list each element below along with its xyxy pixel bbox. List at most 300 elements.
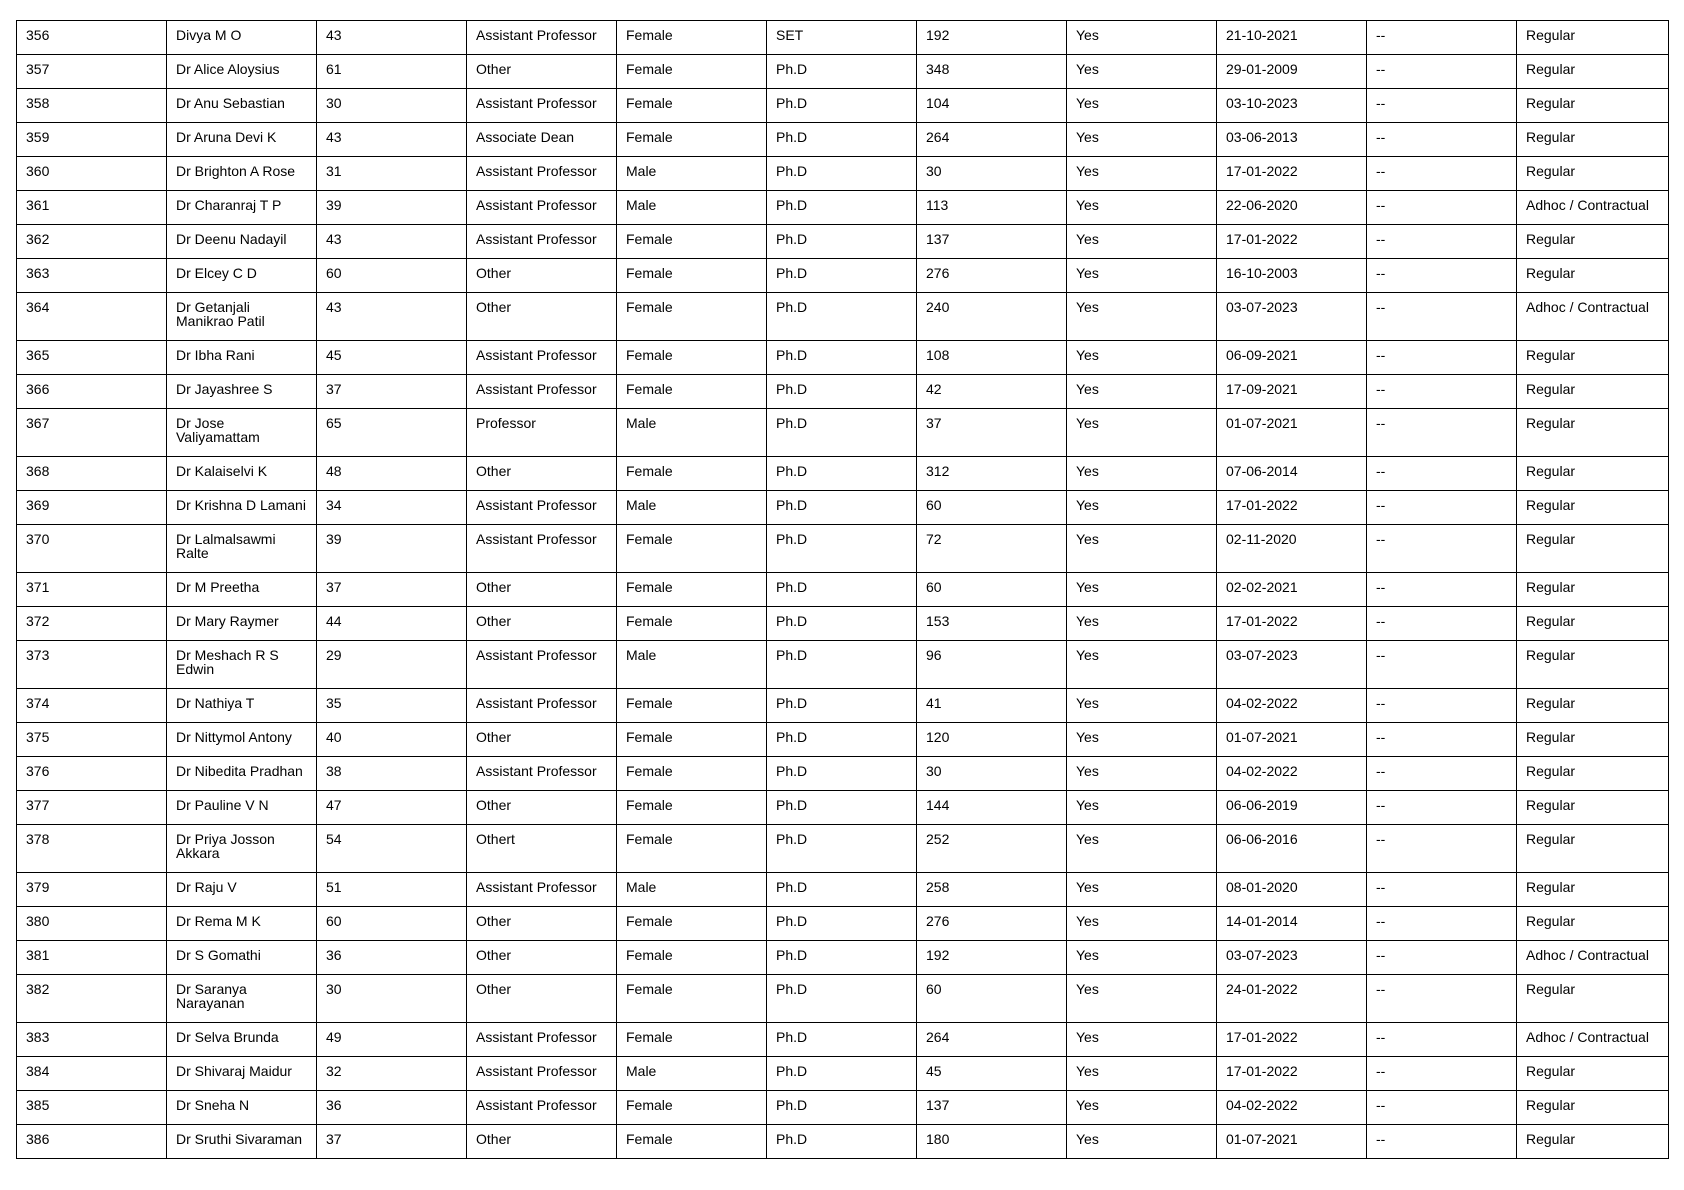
name-cell: Dr Sruthi Sivaraman — [167, 1125, 317, 1159]
name-cell: Dr Elcey C D — [167, 259, 317, 293]
designation-cell: Assistant Professor — [467, 157, 617, 191]
nature-of-appointment-cell: Regular — [1517, 757, 1669, 791]
table-row — [17, 1125, 1669, 1159]
qualification-cell: Ph.D — [767, 491, 917, 525]
sanctioned-post-cell: Yes — [1067, 55, 1217, 89]
leaving-date-cell: -- — [1367, 409, 1517, 457]
designation-cell: Assistant Professor — [467, 525, 617, 573]
designation-cell: Assistant Professor — [467, 491, 617, 525]
table-row — [17, 55, 1669, 89]
appointment-date-cell: 03-06-2013 — [1217, 123, 1367, 157]
leaving-date-cell: -- — [1367, 191, 1517, 225]
gender-cell: Female — [617, 375, 767, 409]
serial-number-cell: 384 — [17, 1057, 167, 1091]
appointment-date-cell: 07-06-2014 — [1217, 457, 1367, 491]
age-cell: 43 — [317, 123, 467, 157]
faculty-table — [16, 20, 1669, 1159]
age-cell: 44 — [317, 607, 467, 641]
table-row — [17, 689, 1669, 723]
designation-cell: Assistant Professor — [467, 1091, 617, 1125]
gender-cell: Female — [617, 1125, 767, 1159]
appointment-date-cell: 01-07-2021 — [1217, 409, 1367, 457]
table-row — [17, 225, 1669, 259]
serial-number-cell: 382 — [17, 975, 167, 1023]
table-row — [17, 573, 1669, 607]
sanctioned-post-cell: Yes — [1067, 293, 1217, 341]
name-cell: Dr Raju V — [167, 873, 317, 907]
serial-number-cell: 368 — [17, 457, 167, 491]
nature-of-appointment-cell: Regular — [1517, 123, 1669, 157]
designation-cell: Other — [467, 907, 617, 941]
table-row — [17, 457, 1669, 491]
table-row — [17, 607, 1669, 641]
gender-cell: Male — [617, 1057, 767, 1091]
leaving-date-cell: -- — [1367, 641, 1517, 689]
experience-cell: 96 — [917, 641, 1067, 689]
qualification-cell: Ph.D — [767, 157, 917, 191]
appointment-date-cell: 01-07-2021 — [1217, 1125, 1367, 1159]
nature-of-appointment-cell: Regular — [1517, 1091, 1669, 1125]
table-row — [17, 907, 1669, 941]
nature-of-appointment-cell: Regular — [1517, 157, 1669, 191]
experience-cell: 276 — [917, 907, 1067, 941]
appointment-date-cell: 17-01-2022 — [1217, 491, 1367, 525]
name-cell: Dr Nittymol Antony — [167, 723, 317, 757]
gender-cell: Female — [617, 293, 767, 341]
gender-cell: Male — [617, 191, 767, 225]
qualification-cell: Ph.D — [767, 689, 917, 723]
gender-cell: Female — [617, 757, 767, 791]
designation-cell: Othert — [467, 825, 617, 873]
sanctioned-post-cell: Yes — [1067, 975, 1217, 1023]
age-cell: 60 — [317, 907, 467, 941]
designation-cell: Assistant Professor — [467, 21, 617, 55]
serial-number-cell: 361 — [17, 191, 167, 225]
serial-number-cell: 381 — [17, 941, 167, 975]
gender-cell: Female — [617, 225, 767, 259]
appointment-date-cell: 04-02-2022 — [1217, 757, 1367, 791]
nature-of-appointment-cell: Regular — [1517, 525, 1669, 573]
gender-cell: Female — [617, 525, 767, 573]
experience-cell: 30 — [917, 157, 1067, 191]
table-row — [17, 723, 1669, 757]
age-cell: 35 — [317, 689, 467, 723]
qualification-cell: Ph.D — [767, 55, 917, 89]
leaving-date-cell: -- — [1367, 21, 1517, 55]
serial-number-cell: 375 — [17, 723, 167, 757]
age-cell: 51 — [317, 873, 467, 907]
designation-cell: Professor — [467, 409, 617, 457]
leaving-date-cell: -- — [1367, 791, 1517, 825]
sanctioned-post-cell: Yes — [1067, 1057, 1217, 1091]
qualification-cell: Ph.D — [767, 825, 917, 873]
appointment-date-cell: 29-01-2009 — [1217, 55, 1367, 89]
sanctioned-post-cell: Yes — [1067, 225, 1217, 259]
name-cell: Dr Jayashree S — [167, 375, 317, 409]
table-row — [17, 191, 1669, 225]
qualification-cell: Ph.D — [767, 1125, 917, 1159]
gender-cell: Male — [617, 409, 767, 457]
sanctioned-post-cell: Yes — [1067, 1125, 1217, 1159]
name-cell: Dr Brighton A Rose — [167, 157, 317, 191]
nature-of-appointment-cell: Regular — [1517, 89, 1669, 123]
experience-cell: 104 — [917, 89, 1067, 123]
name-cell: Dr Getanjali Manikrao Patil — [167, 293, 317, 341]
designation-cell: Other — [467, 791, 617, 825]
appointment-date-cell: 04-02-2022 — [1217, 689, 1367, 723]
nature-of-appointment-cell: Adhoc / Contractual — [1517, 1023, 1669, 1057]
nature-of-appointment-cell: Adhoc / Contractual — [1517, 191, 1669, 225]
nature-of-appointment-cell: Regular — [1517, 341, 1669, 375]
qualification-cell: Ph.D — [767, 225, 917, 259]
name-cell: Dr Aruna Devi K — [167, 123, 317, 157]
serial-number-cell: 376 — [17, 757, 167, 791]
designation-cell: Other — [467, 573, 617, 607]
qualification-cell: Ph.D — [767, 941, 917, 975]
gender-cell: Female — [617, 21, 767, 55]
gender-cell: Female — [617, 723, 767, 757]
leaving-date-cell: -- — [1367, 293, 1517, 341]
nature-of-appointment-cell: Regular — [1517, 1057, 1669, 1091]
appointment-date-cell: 17-01-2022 — [1217, 607, 1367, 641]
leaving-date-cell: -- — [1367, 757, 1517, 791]
leaving-date-cell: -- — [1367, 375, 1517, 409]
age-cell: 43 — [317, 225, 467, 259]
nature-of-appointment-cell: Regular — [1517, 975, 1669, 1023]
appointment-date-cell: 06-09-2021 — [1217, 341, 1367, 375]
sanctioned-post-cell: Yes — [1067, 1023, 1217, 1057]
designation-cell: Assistant Professor — [467, 641, 617, 689]
leaving-date-cell: -- — [1367, 1023, 1517, 1057]
name-cell: Dr Deenu Nadayil — [167, 225, 317, 259]
name-cell: Dr Krishna D Lamani — [167, 491, 317, 525]
nature-of-appointment-cell: Regular — [1517, 375, 1669, 409]
table-row — [17, 757, 1669, 791]
age-cell: 54 — [317, 825, 467, 873]
experience-cell: 120 — [917, 723, 1067, 757]
table-row — [17, 259, 1669, 293]
appointment-date-cell: 03-07-2023 — [1217, 941, 1367, 975]
gender-cell: Female — [617, 825, 767, 873]
experience-cell: 192 — [917, 21, 1067, 55]
leaving-date-cell: -- — [1367, 157, 1517, 191]
leaving-date-cell: -- — [1367, 55, 1517, 89]
nature-of-appointment-cell: Adhoc / Contractual — [1517, 941, 1669, 975]
leaving-date-cell: -- — [1367, 723, 1517, 757]
qualification-cell: Ph.D — [767, 873, 917, 907]
gender-cell: Female — [617, 907, 767, 941]
leaving-date-cell: -- — [1367, 689, 1517, 723]
name-cell: Dr Lalmalsawmi Ralte — [167, 525, 317, 573]
nature-of-appointment-cell: Regular — [1517, 225, 1669, 259]
table-row — [17, 341, 1669, 375]
serial-number-cell: 358 — [17, 89, 167, 123]
designation-cell: Other — [467, 259, 617, 293]
experience-cell: 60 — [917, 573, 1067, 607]
leaving-date-cell: -- — [1367, 457, 1517, 491]
table-row — [17, 873, 1669, 907]
table-row — [17, 825, 1669, 873]
serial-number-cell: 369 — [17, 491, 167, 525]
name-cell: Dr Pauline V N — [167, 791, 317, 825]
gender-cell: Male — [617, 157, 767, 191]
qualification-cell: Ph.D — [767, 1023, 917, 1057]
sanctioned-post-cell: Yes — [1067, 825, 1217, 873]
appointment-date-cell: 17-01-2022 — [1217, 1023, 1367, 1057]
nature-of-appointment-cell: Regular — [1517, 55, 1669, 89]
age-cell: 60 — [317, 259, 467, 293]
leaving-date-cell: -- — [1367, 525, 1517, 573]
qualification-cell: Ph.D — [767, 123, 917, 157]
leaving-date-cell: -- — [1367, 1091, 1517, 1125]
age-cell: 29 — [317, 641, 467, 689]
age-cell: 43 — [317, 21, 467, 55]
sanctioned-post-cell: Yes — [1067, 941, 1217, 975]
age-cell: 45 — [317, 341, 467, 375]
gender-cell: Female — [617, 55, 767, 89]
leaving-date-cell: -- — [1367, 1057, 1517, 1091]
age-cell: 36 — [317, 1091, 467, 1125]
nature-of-appointment-cell: Regular — [1517, 723, 1669, 757]
sanctioned-post-cell: Yes — [1067, 1091, 1217, 1125]
sanctioned-post-cell: Yes — [1067, 873, 1217, 907]
serial-number-cell: 378 — [17, 825, 167, 873]
sanctioned-post-cell: Yes — [1067, 259, 1217, 293]
experience-cell: 144 — [917, 791, 1067, 825]
table-row — [17, 293, 1669, 341]
name-cell: Dr Saranya Narayanan — [167, 975, 317, 1023]
appointment-date-cell: 17-01-2022 — [1217, 1057, 1367, 1091]
sanctioned-post-cell: Yes — [1067, 525, 1217, 573]
appointment-date-cell: 14-01-2014 — [1217, 907, 1367, 941]
nature-of-appointment-cell: Regular — [1517, 573, 1669, 607]
age-cell: 32 — [317, 1057, 467, 1091]
nature-of-appointment-cell: Regular — [1517, 873, 1669, 907]
age-cell: 30 — [317, 89, 467, 123]
age-cell: 47 — [317, 791, 467, 825]
experience-cell: 153 — [917, 607, 1067, 641]
name-cell: Dr Charanraj T P — [167, 191, 317, 225]
serial-number-cell: 370 — [17, 525, 167, 573]
name-cell: Dr Shivaraj Maidur — [167, 1057, 317, 1091]
serial-number-cell: 359 — [17, 123, 167, 157]
experience-cell: 30 — [917, 757, 1067, 791]
experience-cell: 180 — [917, 1125, 1067, 1159]
experience-cell: 240 — [917, 293, 1067, 341]
serial-number-cell: 362 — [17, 225, 167, 259]
qualification-cell: Ph.D — [767, 723, 917, 757]
gender-cell: Male — [617, 641, 767, 689]
age-cell: 43 — [317, 293, 467, 341]
age-cell: 38 — [317, 757, 467, 791]
gender-cell: Female — [617, 573, 767, 607]
appointment-date-cell: 17-01-2022 — [1217, 157, 1367, 191]
experience-cell: 37 — [917, 409, 1067, 457]
leaving-date-cell: -- — [1367, 1125, 1517, 1159]
serial-number-cell: 364 — [17, 293, 167, 341]
name-cell: Dr Kalaiselvi K — [167, 457, 317, 491]
gender-cell: Female — [617, 791, 767, 825]
qualification-cell: Ph.D — [767, 191, 917, 225]
serial-number-cell: 383 — [17, 1023, 167, 1057]
serial-number-cell: 363 — [17, 259, 167, 293]
serial-number-cell: 366 — [17, 375, 167, 409]
leaving-date-cell: -- — [1367, 123, 1517, 157]
qualification-cell: Ph.D — [767, 791, 917, 825]
leaving-date-cell: -- — [1367, 341, 1517, 375]
age-cell: 39 — [317, 525, 467, 573]
designation-cell: Assistant Professor — [467, 341, 617, 375]
name-cell: Dr Anu Sebastian — [167, 89, 317, 123]
qualification-cell: Ph.D — [767, 607, 917, 641]
nature-of-appointment-cell: Regular — [1517, 907, 1669, 941]
qualification-cell: Ph.D — [767, 293, 917, 341]
designation-cell: Associate Dean — [467, 123, 617, 157]
experience-cell: 108 — [917, 341, 1067, 375]
gender-cell: Female — [617, 89, 767, 123]
qualification-cell: Ph.D — [767, 259, 917, 293]
nature-of-appointment-cell: Regular — [1517, 259, 1669, 293]
nature-of-appointment-cell: Regular — [1517, 21, 1669, 55]
designation-cell: Assistant Professor — [467, 873, 617, 907]
age-cell: 40 — [317, 723, 467, 757]
appointment-date-cell: 02-11-2020 — [1217, 525, 1367, 573]
table-row — [17, 525, 1669, 573]
experience-cell: 60 — [917, 491, 1067, 525]
qualification-cell: Ph.D — [767, 457, 917, 491]
qualification-cell: Ph.D — [767, 1057, 917, 1091]
designation-cell: Other — [467, 1125, 617, 1159]
designation-cell: Assistant Professor — [467, 689, 617, 723]
name-cell: Dr Ibha Rani — [167, 341, 317, 375]
name-cell: Dr M Preetha — [167, 573, 317, 607]
table-row — [17, 409, 1669, 457]
serial-number-cell: 374 — [17, 689, 167, 723]
name-cell: Divya M O — [167, 21, 317, 55]
name-cell: Dr Jose Valiyamattam — [167, 409, 317, 457]
table-row — [17, 941, 1669, 975]
table-row — [17, 975, 1669, 1023]
experience-cell: 252 — [917, 825, 1067, 873]
designation-cell: Assistant Professor — [467, 757, 617, 791]
experience-cell: 137 — [917, 225, 1067, 259]
gender-cell: Female — [617, 259, 767, 293]
designation-cell: Assistant Professor — [467, 89, 617, 123]
gender-cell: Male — [617, 873, 767, 907]
qualification-cell: Ph.D — [767, 89, 917, 123]
serial-number-cell: 357 — [17, 55, 167, 89]
name-cell: Dr S Gomathi — [167, 941, 317, 975]
gender-cell: Female — [617, 607, 767, 641]
name-cell: Dr Sneha N — [167, 1091, 317, 1125]
experience-cell: 348 — [917, 55, 1067, 89]
experience-cell: 264 — [917, 123, 1067, 157]
serial-number-cell: 385 — [17, 1091, 167, 1125]
name-cell: Dr Mary Raymer — [167, 607, 317, 641]
appointment-date-cell: 08-01-2020 — [1217, 873, 1367, 907]
nature-of-appointment-cell: Regular — [1517, 641, 1669, 689]
sanctioned-post-cell: Yes — [1067, 607, 1217, 641]
age-cell: 31 — [317, 157, 467, 191]
appointment-date-cell: 03-10-2023 — [1217, 89, 1367, 123]
gender-cell: Female — [617, 341, 767, 375]
nature-of-appointment-cell: Regular — [1517, 689, 1669, 723]
leaving-date-cell: -- — [1367, 907, 1517, 941]
leaving-date-cell: -- — [1367, 941, 1517, 975]
name-cell: Dr Priya Josson Akkara — [167, 825, 317, 873]
qualification-cell: Ph.D — [767, 409, 917, 457]
sanctioned-post-cell: Yes — [1067, 341, 1217, 375]
table-row — [17, 89, 1669, 123]
table-row — [17, 1057, 1669, 1091]
table-row — [17, 1023, 1669, 1057]
sanctioned-post-cell: Yes — [1067, 21, 1217, 55]
age-cell: 65 — [317, 409, 467, 457]
sanctioned-post-cell: Yes — [1067, 573, 1217, 607]
sanctioned-post-cell: Yes — [1067, 689, 1217, 723]
qualification-cell: Ph.D — [767, 1091, 917, 1125]
gender-cell: Female — [617, 975, 767, 1023]
serial-number-cell: 371 — [17, 573, 167, 607]
age-cell: 48 — [317, 457, 467, 491]
appointment-date-cell: 03-07-2023 — [1217, 641, 1367, 689]
appointment-date-cell: 17-09-2021 — [1217, 375, 1367, 409]
experience-cell: 312 — [917, 457, 1067, 491]
designation-cell: Other — [467, 55, 617, 89]
appointment-date-cell: 04-02-2022 — [1217, 1091, 1367, 1125]
age-cell: 30 — [317, 975, 467, 1023]
nature-of-appointment-cell: Regular — [1517, 457, 1669, 491]
age-cell: 37 — [317, 1125, 467, 1159]
serial-number-cell: 386 — [17, 1125, 167, 1159]
designation-cell: Other — [467, 975, 617, 1023]
age-cell: 34 — [317, 491, 467, 525]
age-cell: 39 — [317, 191, 467, 225]
sanctioned-post-cell: Yes — [1067, 191, 1217, 225]
designation-cell: Assistant Professor — [467, 375, 617, 409]
table-row — [17, 791, 1669, 825]
appointment-date-cell: 06-06-2016 — [1217, 825, 1367, 873]
age-cell: 37 — [317, 573, 467, 607]
designation-cell: Other — [467, 457, 617, 491]
designation-cell: Assistant Professor — [467, 225, 617, 259]
experience-cell: 276 — [917, 259, 1067, 293]
serial-number-cell: 360 — [17, 157, 167, 191]
sanctioned-post-cell: Yes — [1067, 123, 1217, 157]
gender-cell: Female — [617, 1023, 767, 1057]
age-cell: 37 — [317, 375, 467, 409]
sanctioned-post-cell: Yes — [1067, 409, 1217, 457]
table-row — [17, 641, 1669, 689]
qualification-cell: Ph.D — [767, 907, 917, 941]
age-cell: 61 — [317, 55, 467, 89]
serial-number-cell: 365 — [17, 341, 167, 375]
sanctioned-post-cell: Yes — [1067, 457, 1217, 491]
leaving-date-cell: -- — [1367, 491, 1517, 525]
leaving-date-cell: -- — [1367, 975, 1517, 1023]
table-row — [17, 491, 1669, 525]
gender-cell: Female — [617, 941, 767, 975]
qualification-cell: Ph.D — [767, 375, 917, 409]
nature-of-appointment-cell: Regular — [1517, 409, 1669, 457]
nature-of-appointment-cell: Regular — [1517, 607, 1669, 641]
gender-cell: Male — [617, 491, 767, 525]
name-cell: Dr Rema M K — [167, 907, 317, 941]
sanctioned-post-cell: Yes — [1067, 491, 1217, 525]
gender-cell: Female — [617, 689, 767, 723]
qualification-cell: SET — [767, 21, 917, 55]
gender-cell: Female — [617, 457, 767, 491]
